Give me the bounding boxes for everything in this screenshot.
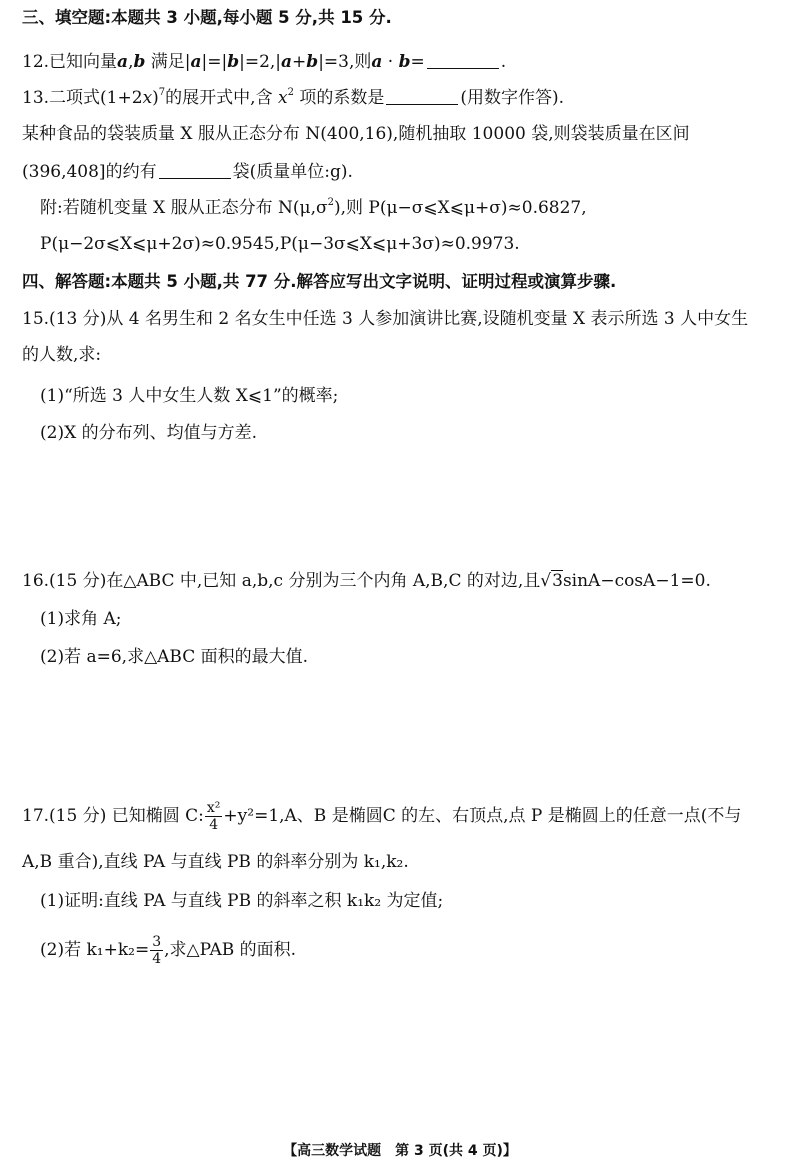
q12-var-a: a	[117, 52, 129, 72]
q13-exponent: 7	[158, 87, 166, 98]
question-15-line-2: 的人数,求:	[22, 345, 102, 365]
q13-text: (用数字作答).	[460, 88, 565, 108]
question-16-line-1	[22, 569, 784, 593]
q17-text: 17.(15 分) 已知椭圆 C:	[22, 806, 204, 826]
q13-text: )	[152, 88, 159, 108]
q17-text: ,求△PAB 的面积.	[164, 940, 297, 960]
q13-text: 的展开式中,含	[165, 88, 273, 108]
question-17-line-2: A,B 重合),直线 PA 与直线 PB 的斜率分别为 k₁,k₂.	[22, 852, 409, 872]
q14-text: 袋(质量单位:g).	[232, 162, 353, 182]
q12-plus: +	[292, 52, 307, 72]
q13-text: 项的系数是	[299, 88, 385, 108]
q17-text: +y²=1,A、B 是椭圆C 的左、右顶点,点 P 是椭圆上的任意一点(不与	[223, 806, 742, 826]
q13-number: 13.	[22, 88, 50, 108]
section-3-heading: 三、填空题:本题共 3 小题,每小题 5 分,共 15 分.	[22, 8, 392, 27]
page-footer: 【高三数学试题 第 3 页(共 4 页)】	[283, 1143, 517, 1159]
question-16-part-2: (2)若 a=6,求△ABC 面积的最大值.	[40, 647, 309, 667]
question-15-line-1: 15.(13 分)从 4 名男生和 2 名女生中任选 3 人参加演讲比赛,设随机变量 X 表示所选 3 人中女生	[22, 309, 749, 329]
q14-note: ),则 P(μ−σ⩽X⩽μ+σ)≈0.6827,	[333, 198, 587, 218]
q16-text: sinA−cosA−1=0.	[562, 571, 711, 591]
q14-exponent: 2	[327, 197, 334, 208]
q12-var-b: b	[398, 52, 411, 72]
answer-blank[interactable]	[159, 162, 231, 179]
fraction	[150, 934, 163, 967]
question-16-part-1: (1)求角 A;	[40, 609, 122, 629]
sqrt-radicand: 3	[552, 571, 563, 591]
fraction	[205, 800, 223, 833]
q13-text: 二项式(1+2	[49, 88, 143, 108]
question-13	[22, 86, 784, 110]
q17-text: (2)若 k₁+k₂=	[40, 940, 150, 960]
q12-period: .	[500, 52, 507, 72]
answer-blank[interactable]	[386, 88, 458, 105]
question-14-line-1: 某种食品的袋装质量 X 服从正态分布 N(400,16),随机抽取 10000 袋,则袋装质量在区间	[22, 124, 690, 144]
question-14-line-2	[22, 160, 784, 184]
fraction-numerator: x²	[206, 800, 221, 816]
question-17-part-2	[40, 934, 784, 967]
q12-dot: ·	[382, 52, 399, 72]
q13-var-x: x	[142, 88, 153, 108]
fraction-denominator: 4	[152, 951, 162, 967]
question-12	[22, 50, 784, 74]
q12-text: 已知向量	[49, 52, 118, 72]
q12-text: |=2,|	[239, 52, 282, 72]
question-14-note-2: P(μ−2σ⩽X⩽μ+2σ)≈0.9545,P(μ−3σ⩽X⩽μ+3σ)≈0.9973.	[40, 234, 520, 254]
q12-var-a: a	[371, 52, 383, 72]
q12-number: 12.	[22, 52, 50, 72]
q12-var-b: b	[133, 52, 146, 72]
sqrt-sign: √	[540, 571, 552, 591]
answer-blank[interactable]	[427, 52, 499, 69]
question-17-line-1	[22, 800, 784, 833]
q12-var-b: b	[306, 52, 319, 72]
q13-var-x: x	[277, 88, 288, 108]
q14-text: (396,408]的约有	[22, 162, 157, 182]
fraction-denominator: 4	[209, 817, 219, 833]
q16-text: 16.(15 分)在△ABC 中,已知 a,b,c 分别为三个内角 A,B,C 的对边,且	[22, 571, 541, 591]
q12-text: |=3,则	[318, 52, 372, 72]
question-15-part-2: (2)X 的分布列、均值与方差.	[40, 423, 257, 443]
q12-var-b: b	[227, 52, 240, 72]
q12-var-a: a	[190, 52, 202, 72]
question-17-part-1: (1)证明:直线 PA 与直线 PB 的斜率之积 k₁k₂ 为定值;	[40, 891, 444, 911]
q12-text: 满足|	[150, 52, 191, 72]
question-15-part-1: (1)“所选 3 人中女生人数 X⩽1”的概率;	[40, 386, 339, 406]
q12-var-a: a	[281, 52, 293, 72]
section-4-heading: 四、解答题:本题共 5 小题,共 77 分.解答应写出文字说明、证明过程或演算步骤.	[22, 272, 617, 291]
q14-note: 附:若随机变量 X 服从正态分布 N(μ,σ	[40, 198, 328, 218]
question-14-note-1	[40, 196, 784, 220]
fraction-numerator: 3	[152, 934, 162, 950]
q12-equals: =	[410, 52, 425, 72]
q13-exponent: 2	[287, 87, 294, 98]
q12-comma: ,	[128, 52, 134, 72]
q12-text: |=|	[201, 52, 228, 72]
